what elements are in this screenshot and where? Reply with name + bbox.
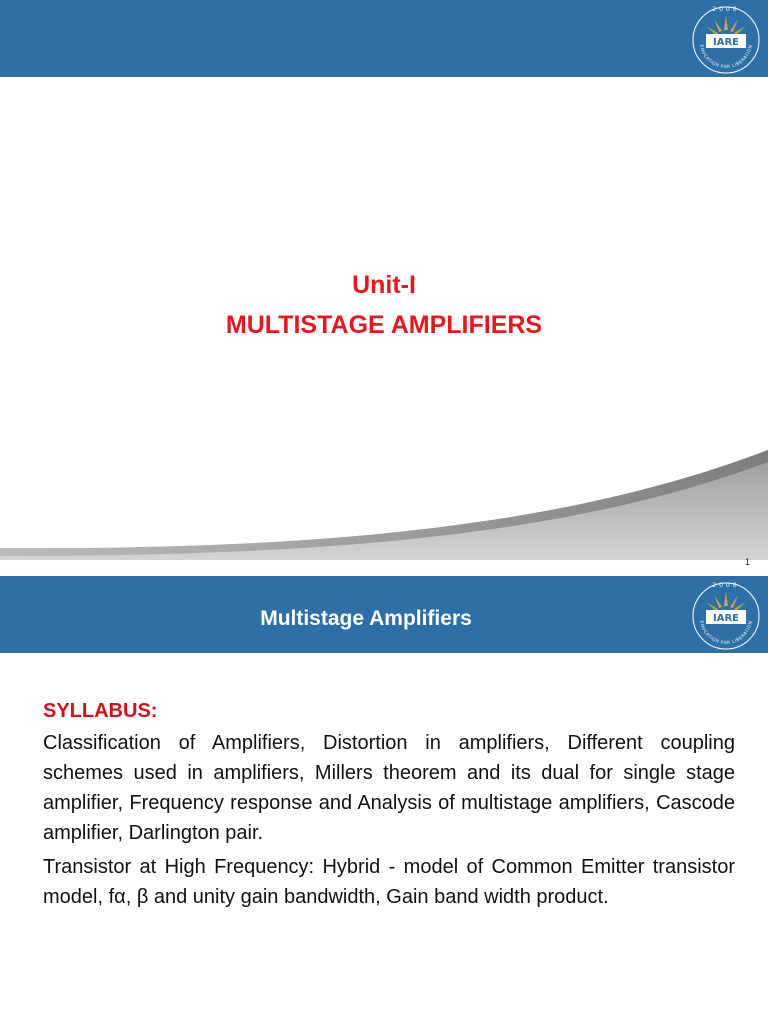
logo-text: IARE (713, 613, 739, 624)
logo-motto: EDUCATION FOR LIBERATION (699, 620, 753, 646)
logo-text: IARE (713, 37, 739, 48)
header-bar (0, 576, 768, 653)
syllabus-paragraph-1: Classification of Amplifiers, Distortion in amplifiers, Different coupling schemes used in amplifiers, Millers theorem and its dual for single stage amplifier, Frequency response and Analysis of multistage amplifiers, Cascode amplifier, Darlington pair. (43, 732, 735, 844)
decorative-swoosh (0, 440, 768, 560)
syllabus-label: SYLLABUS: (43, 700, 158, 722)
unit-title: Unit-I (352, 271, 416, 299)
iare-logo (690, 578, 762, 650)
content-slide (0, 576, 768, 1024)
logo-year: 2000 (712, 6, 740, 13)
iare-logo (690, 2, 762, 74)
slide-content (43, 696, 735, 916)
header-bar (0, 0, 768, 77)
page-number: 1 (744, 557, 750, 567)
slide-heading: Multistage Amplifiers (260, 607, 472, 630)
unit-subtitle: MULTISTAGE AMPLIFIERS (225, 311, 543, 339)
logo-year: 2000 (712, 582, 740, 589)
logo-motto: EDUCATION FOR LIBERATION (699, 44, 753, 70)
title-block (0, 268, 768, 342)
syllabus-paragraph-2: Transistor at High Frequency: Hybrid - model of Common Emitter transistor model, fα, β and unity gain bandwidth, Gain band width product. (43, 856, 735, 908)
